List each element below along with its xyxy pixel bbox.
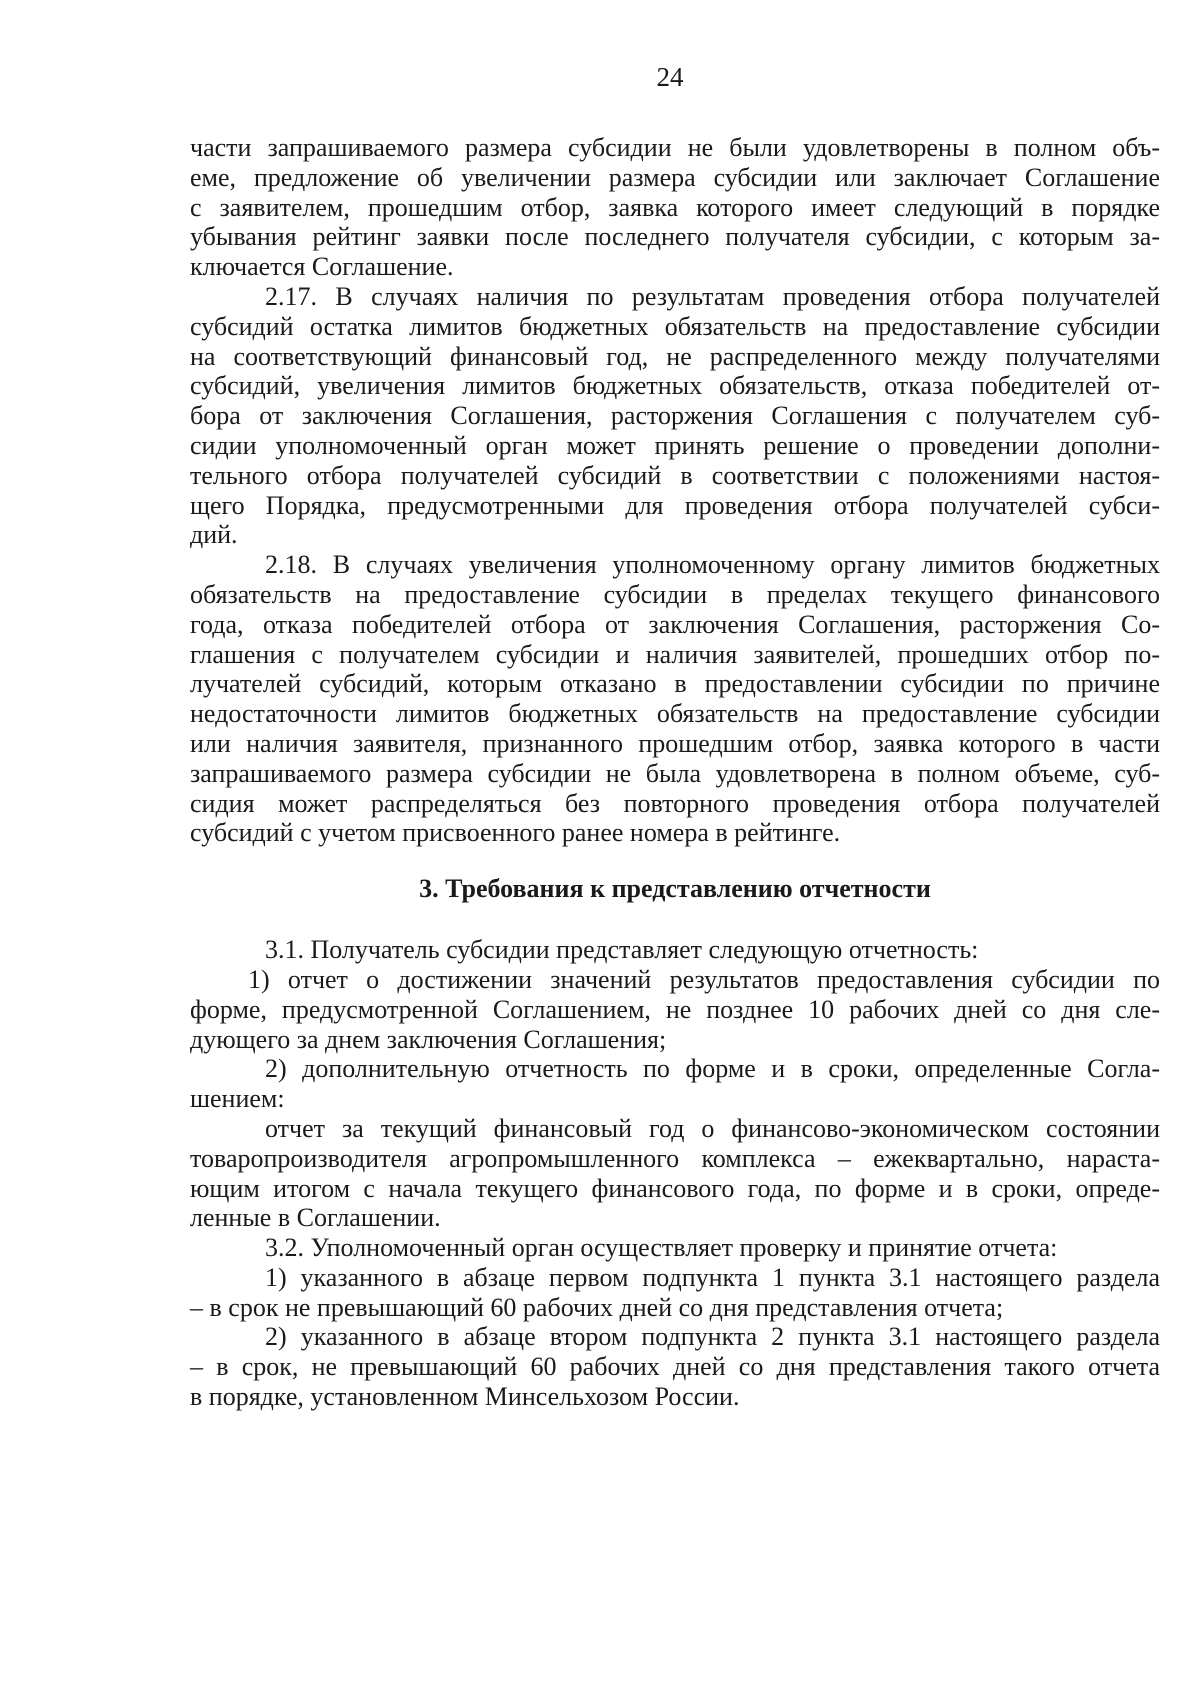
text-line: сидии уполномоченный орган может принять решение о проведении дополни- bbox=[190, 430, 1160, 460]
text-line: части запрашиваемого размера субсидии не были удовлетворены в полном объ- bbox=[190, 133, 1160, 162]
text-line: на соответствующий финансовый год, не распределенного между получателями bbox=[190, 341, 1160, 371]
text-line: дий. bbox=[190, 520, 238, 550]
text-line: щего Порядка, предусмотренными для проведения отбора получателей субси- bbox=[190, 490, 1160, 520]
text-line: шением: bbox=[190, 1084, 285, 1114]
text-line: обязательств на предоставление субсидии в пределах текущего финансового bbox=[190, 579, 1160, 609]
text-line: 1) указанного в абзаце первом подпункта 1 пункта 3.1 настоящего раздела bbox=[265, 1262, 1160, 1292]
paragraph-intro bbox=[190, 133, 1160, 282]
list-item-3-1-1 bbox=[190, 965, 1160, 1054]
paragraph-2-17 bbox=[190, 282, 1160, 550]
text-line: субсидий остатка лимитов бюджетных обязательств на предоставление субсидии bbox=[190, 311, 1160, 341]
list-item-3-1-2 bbox=[190, 1054, 1160, 1114]
text-line: бора от заключения Соглашения, расторжения Соглашения с получателем суб- bbox=[190, 401, 1160, 431]
text-line: – в срок, не превышающий 60 рабочих дней со дня представления такого отчета bbox=[190, 1352, 1160, 1382]
text-line: с заявителем, прошедшим отбор, заявка которого имеет следующий в порядке bbox=[190, 192, 1160, 222]
text-line: 2.17. В случаях наличия по результатам проведения отбора получателей bbox=[265, 281, 1160, 311]
text-line: ленные в Соглашении. bbox=[190, 1203, 441, 1233]
text-line: глашения с получателем субсидии и наличия заявителей, прошедших отбор по- bbox=[190, 639, 1160, 669]
list-item-3-2-2 bbox=[190, 1322, 1160, 1411]
text-line: 3.1. Получатель субсидии представляет следующую отчетность: bbox=[265, 935, 979, 965]
text-line: сидия может распределяться без повторного проведения отбора получателей bbox=[190, 788, 1160, 818]
text-line: в порядке, установленном Минсельхозом России. bbox=[190, 1382, 740, 1412]
text-line: тельного отбора получателей субсидий в соответствии с положениями настоя- bbox=[190, 460, 1160, 490]
section-heading: 3. Требования к представлению отчетности bbox=[419, 874, 931, 904]
list-item-3-2-1 bbox=[190, 1263, 1160, 1323]
paragraph-3-1 bbox=[190, 935, 1160, 965]
text-line: – в срок не превышающий 60 рабочих дней со дня представления отчета; bbox=[190, 1292, 1004, 1322]
text-line: лучателей субсидий, которым отказано в предоставлении субсидии по причине bbox=[190, 669, 1160, 699]
text-line: 3.2. Уполномоченный орган осуществляет проверку и принятие отчета: bbox=[265, 1233, 1058, 1263]
text-line: запрашиваемого размера субсидии не была удовлетворена в полном объеме, суб- bbox=[190, 758, 1160, 788]
text-line: 2) дополнительную отчетность по форме и в сроки, определенные Согла- bbox=[265, 1054, 1160, 1084]
text-line: субсидий с учетом присвоенного ранее номера в рейтинге. bbox=[190, 818, 841, 848]
text-line: товаропроизводителя агропромышленного комплекса – ежеквартально, нараста- bbox=[190, 1143, 1160, 1173]
paragraph-3-2 bbox=[190, 1233, 1160, 1263]
text-line: субсидий, увеличения лимитов бюджетных обязательств, отказа победителей от- bbox=[190, 371, 1160, 401]
text-line: убывания рейтинг заявки после последнего получателя субсидии, с которым за- bbox=[190, 222, 1160, 252]
text-line: отчет за текущий финансовый год о финансово-экономическом состоянии bbox=[265, 1113, 1160, 1143]
text-line: 1) отчет о достижении значений результатов предоставления субсидии по bbox=[248, 964, 1160, 994]
text-line: 2) указанного в абзаце втором подпункта 2 пункта 3.1 настоящего раздела bbox=[265, 1322, 1160, 1352]
page-number: 24 bbox=[656, 62, 684, 92]
text-line: дующего за днем заключения Соглашения; bbox=[190, 1024, 667, 1054]
text-line: ющим итогом с начала текущего финансового года, по форме и в сроки, опреде- bbox=[190, 1173, 1160, 1203]
text-line: или наличия заявителя, признанного прошедшим отбор, заявка которого в части bbox=[190, 728, 1160, 758]
text-line: ключается Соглашение. bbox=[190, 252, 454, 282]
text-line: форме, предусмотренной Соглашением, не позднее 10 рабочих дней со дня сле- bbox=[190, 994, 1160, 1024]
text-line: недостаточности лимитов бюджетных обязательств на предоставление субсидии bbox=[190, 699, 1160, 729]
text-line: 2.18. В случаях увеличения уполномоченному органу лимитов бюджетных bbox=[265, 550, 1160, 580]
paragraph-report bbox=[190, 1114, 1160, 1233]
text-line: года, отказа победителей отбора от заключения Соглашения, расторжения Со- bbox=[190, 609, 1160, 639]
document-body bbox=[190, 133, 1160, 1412]
text-line: еме, предложение об увеличении размера субсидии или заключает Соглашение bbox=[190, 162, 1160, 192]
paragraph-2-18 bbox=[190, 550, 1160, 848]
